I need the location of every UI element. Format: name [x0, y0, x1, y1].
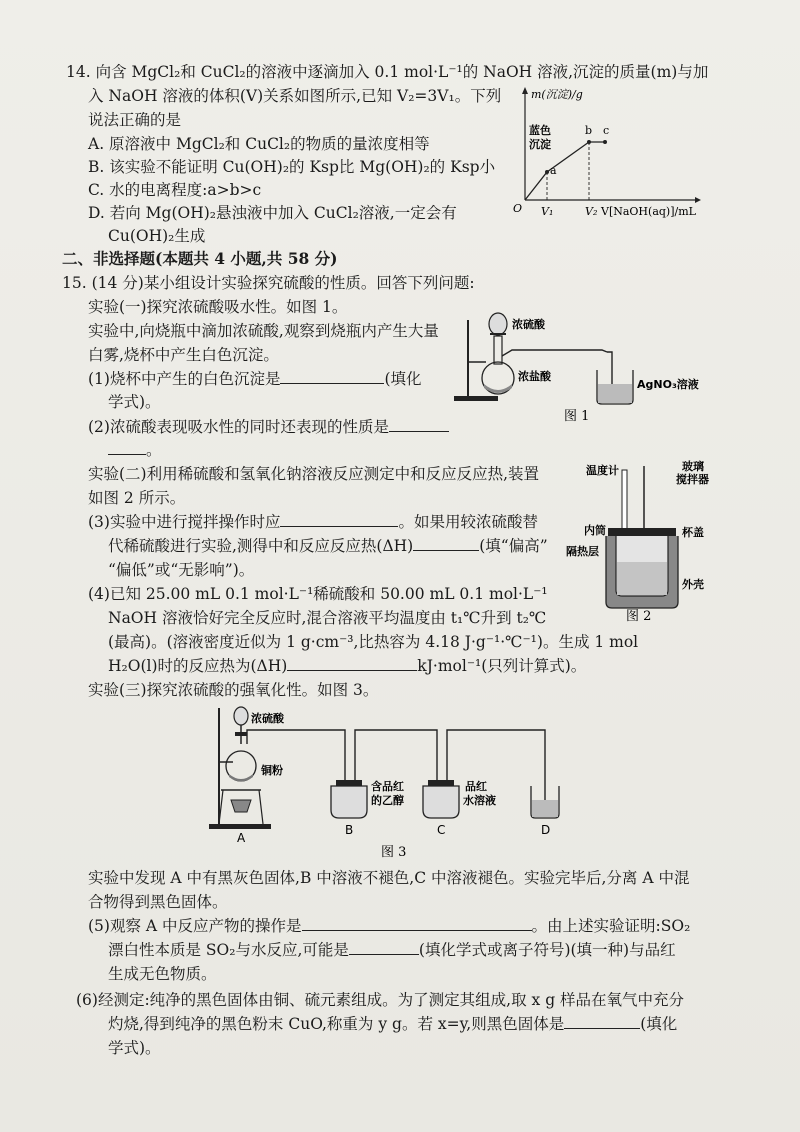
- point-a: [545, 170, 549, 174]
- q15-stem: 15. (14 分)某小组设计实验探究硫酸的性质。回答下列问题:: [62, 274, 475, 292]
- figure-1: [452, 300, 712, 424]
- bottle-c: [423, 786, 459, 818]
- fig3-label-b2: 的乙醇: [371, 794, 404, 807]
- q6-hint: (填化: [640, 1015, 678, 1033]
- q4-blank[interactable]: [287, 656, 417, 671]
- q14-stem-line3: 说法正确的是: [88, 111, 182, 129]
- exp1-desc2: 白雾,烧杯中产生白色沉淀。: [88, 346, 279, 364]
- figure-2: [566, 460, 716, 624]
- q1-hint: (填化: [384, 370, 422, 388]
- fig2-label-shell: 外壳: [682, 578, 704, 591]
- q4-line3: (最高)。(溶液密度近似为 1 g·cm⁻³,比热容为 4.18 J·g⁻¹·℃⁻¹)。生成 1 mol: [108, 633, 639, 651]
- fig1-label-h2so4: 浓硫酸: [512, 318, 545, 331]
- fig2-label-stirrer1: 玻璃: [682, 460, 704, 473]
- q5-blank1[interactable]: [302, 916, 532, 931]
- q14-option-a: A. 原溶液中 MgCl₂和 CuCl₂的物质的量浓度相等: [88, 135, 430, 153]
- q3-text: (3)实验中进行搅拌操作时应: [88, 513, 281, 531]
- dropping-funnel: [234, 707, 248, 725]
- q2-line: [88, 417, 449, 437]
- tube-b-c: [355, 730, 437, 786]
- fig3-label-d: D: [541, 823, 551, 837]
- fig1-caption: 图 1: [564, 409, 590, 424]
- fig3-label-b: B: [345, 823, 354, 837]
- q3-text3: 代稀硫酸进行实验,测得中和反应反应热(ΔH): [108, 537, 414, 555]
- fig3-label-c2: 水溶液: [463, 794, 496, 807]
- annotation-precipitate: 沉淀: [529, 138, 551, 151]
- q3-text2: 。如果用较浓硫酸替: [398, 513, 538, 531]
- lid: [608, 528, 676, 536]
- fig3-label-c1: 品红: [465, 780, 487, 793]
- x-axis-label: V[NaOH(aq)]/mL: [601, 205, 696, 218]
- q3-blank1[interactable]: [280, 512, 398, 527]
- q5-line2: [108, 940, 676, 960]
- q5-line1: [88, 916, 690, 936]
- point-b-label: b: [585, 124, 593, 137]
- q5-text: (5)观察 A 中反应产物的操作是: [88, 917, 302, 935]
- fig1-label-agno3: AgNO₃溶液: [637, 378, 699, 391]
- q14-option-b: B. 该实验不能证明 Cu(OH)₂的 Ksp比 Mg(OH)₂的 Ksp小: [88, 158, 496, 176]
- point-c: [603, 140, 607, 144]
- exp1-title: 实验(一)探究浓硫酸吸水性。如图 1。: [88, 298, 348, 316]
- exp3-desc2: 合物得到黑色固体。: [88, 893, 228, 911]
- q4-line1: (4)已知 25.00 mL 0.1 mol·L⁻¹稀硫酸和 50.00 mL 0.1 mol·L⁻¹: [88, 585, 548, 603]
- fig2-caption: 图 2: [626, 609, 652, 624]
- q4-text: H₂O(l)时的反应热为(ΔH): [108, 657, 288, 675]
- fig2-label-lid: 杯盖: [682, 526, 704, 539]
- q1-text: (1)烧杯中产生的白色沉淀是: [88, 370, 281, 388]
- section2-title: 二、非选择题(本题共 4 小题,共 58 分): [62, 249, 338, 268]
- dropping-funnel: [489, 313, 507, 335]
- q14-stem-line1: 14. 向含 MgCl₂和 CuCl₂的溶液中逐滴加入 0.1 mol·L⁻¹的 NaOH 溶液,沉淀的质量(m)与加: [66, 63, 709, 81]
- fig2-label-stirrer2: 搅拌器: [676, 473, 709, 486]
- point-b: [587, 140, 591, 144]
- fig3-label-h2so4: 浓硫酸: [251, 712, 284, 725]
- q6-text: 灼烧,得到纯净的黑色粉末 CuO,称重为 y g。若 x=y,则黑色固体是: [108, 1015, 565, 1033]
- fig3-label-c: C: [437, 823, 446, 837]
- q2-blank-line: 。: [108, 440, 162, 460]
- tube-a-b: [247, 730, 345, 786]
- tick-v1: V₁: [541, 205, 554, 218]
- exp2-title-line2: 如图 2 所示。: [88, 489, 186, 507]
- q3-line1: [88, 512, 538, 532]
- tube-c-d: [447, 730, 545, 808]
- q1-line: [88, 369, 422, 389]
- q6-line2: [108, 1014, 677, 1034]
- q14-option-c: C. 水的电离程度:a>b>c: [88, 181, 262, 199]
- fig2-label-inner: 内筒: [584, 524, 606, 537]
- q4-line4: [108, 656, 586, 676]
- origin-label: O: [513, 202, 523, 215]
- y-axis-label: m(沉淀)/g: [531, 88, 583, 101]
- fig1-label-hcl: 浓盐酸: [518, 370, 551, 383]
- tick-v2: V₂: [585, 205, 598, 218]
- point-a-label: a: [550, 164, 557, 177]
- q3-line2: [108, 536, 548, 556]
- q5-hint: (填化学式或离子符号)(填一种)与品红: [418, 941, 676, 959]
- q1-hint2: 学式)。: [108, 393, 161, 411]
- q14-option-d-line2: Cu(OH)₂生成: [108, 227, 206, 245]
- exp3-title: 实验(三)探究浓硫酸的强氧化性。如图 3。: [88, 681, 379, 699]
- q4-unit: kJ·mol⁻¹(只列计算式)。: [417, 657, 587, 675]
- q1-blank[interactable]: [280, 369, 384, 384]
- q2-text: (2)浓硫酸表现吸水性的同时还表现的性质是: [88, 418, 389, 436]
- q2-blank-continued[interactable]: [108, 440, 146, 455]
- q14-stem-line2: 入 NaOH 溶液的体积(V)关系如图所示,已知 V₂=3V₁。下列: [88, 87, 502, 105]
- fig3-label-a: A: [237, 831, 246, 845]
- exp2-title-line1: 实验(二)利用稀硫酸和氢氧化钠溶液反应测定中和反应反应热,装置: [88, 465, 540, 483]
- q3-blank2[interactable]: [413, 536, 479, 551]
- exp3-desc1: 实验中发现 A 中有黑灰色固体,B 中溶液不褪色,C 中溶液褪色。实验完毕后,分离 A 中混: [88, 869, 690, 887]
- q14-graph: [505, 84, 705, 224]
- q5-text2: 。由上述实验证明:SO₂: [531, 917, 691, 935]
- alcohol-lamp: [231, 800, 251, 812]
- bottle-b: [331, 786, 367, 818]
- stand-base: [209, 824, 271, 829]
- q14-option-d-line1: D. 若向 Mg(OH)₂悬浊液中加入 CuCl₂溶液,一定会有: [88, 204, 457, 222]
- exp1-desc1: 实验中,向烧瓶中滴加浓硫酸,观察到烧瓶内产生大量: [88, 322, 439, 340]
- q6-line1: (6)经测定:纯净的黑色固体由铜、硫元素组成。为了测定其组成,取 x g 样品在氧气中充分: [76, 991, 685, 1009]
- delivery-tube: [502, 350, 607, 356]
- fig2-label-thermometer: 温度计: [586, 464, 619, 477]
- q5-text3: 漂白性本质是 SO₂与水反应,可能是: [108, 941, 349, 959]
- fig3-label-b1: 含品红: [371, 780, 404, 793]
- q3-line3: “偏低”或“无影响”)。: [108, 561, 255, 579]
- q6-blank[interactable]: [564, 1014, 640, 1029]
- figure-3: [205, 700, 585, 860]
- q4-line2: NaOH 溶液恰好完全反应时,混合溶液平均温度由 t₁℃升到 t₂℃: [108, 609, 547, 627]
- stand-base: [454, 396, 498, 401]
- q5-line3: 生成无色物质。: [108, 965, 217, 983]
- q2-blank[interactable]: [389, 417, 449, 432]
- q3-hint: (填“偏高”: [479, 537, 548, 555]
- q5-blank2[interactable]: [349, 940, 419, 955]
- point-c-label: c: [603, 124, 610, 137]
- q6-line3: 学式)。: [108, 1039, 161, 1057]
- fig3-label-copper: 铜粉: [261, 764, 283, 777]
- annotation-blue: 蓝色: [529, 124, 551, 137]
- fig2-label-insulation: 隔热层: [566, 545, 599, 558]
- fig3-caption: 图 3: [381, 845, 407, 860]
